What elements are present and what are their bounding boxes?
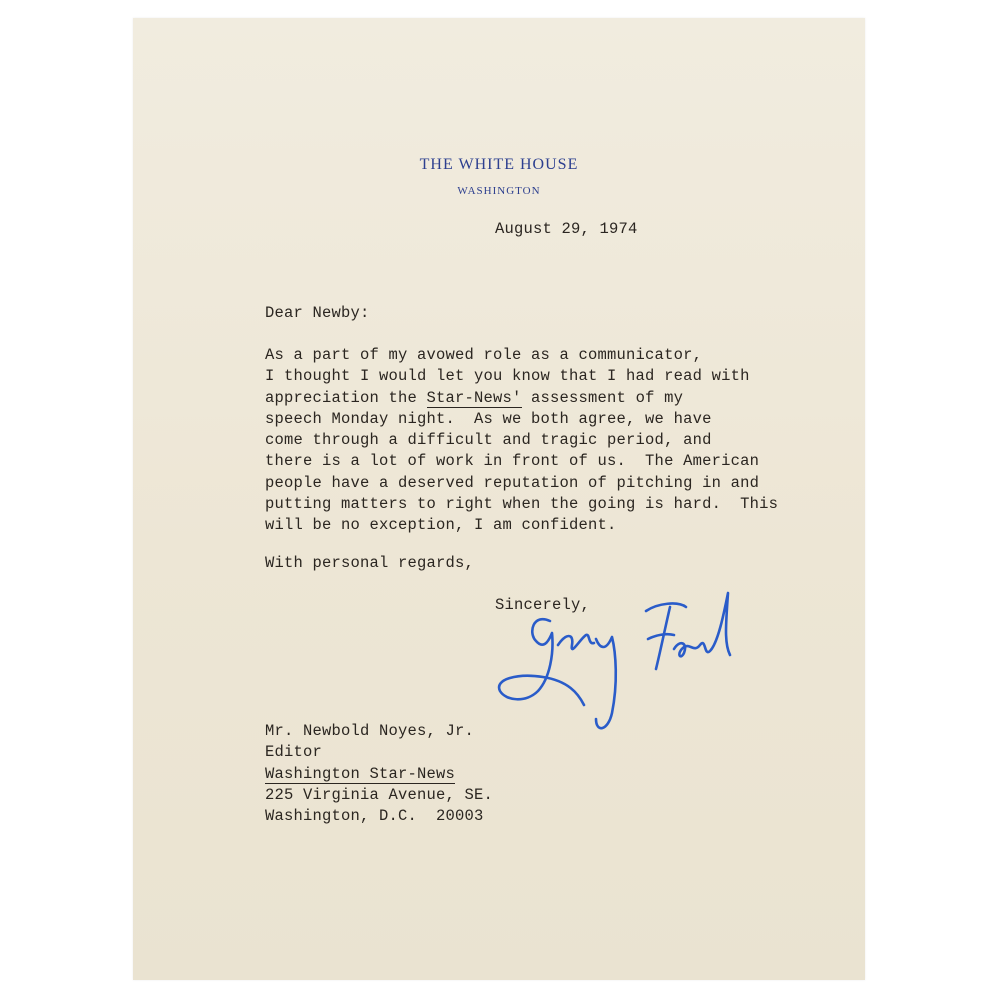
body-line: there is a lot of work in front of us. The American [265,452,760,471]
body-line: appreciation the [265,388,427,407]
body-line: assessment of my [521,388,684,407]
recipient-title: Editor [265,743,323,762]
recipient-organization: Washington Star-News [265,764,456,783]
body-line: putting matters to right when the going is hard. This [265,495,779,514]
body-line: come through a difficult and tragic period, and [265,431,712,450]
closing: With personal regards, [265,554,475,572]
letterhead-subtitle: WASHINGTON [457,185,541,197]
recipient-address [265,721,493,827]
letter-body [265,345,778,537]
body-line: people have a deserved reputation of pitching in and [265,473,760,492]
salutation: Dear Newby: [265,304,370,322]
body-line: speech Monday night. As we both agree, we have [265,409,712,428]
letter-paper [133,18,865,980]
body-line: As a part of my avowed role as a communicator, [265,346,703,364]
signoff: Sincerely, [495,596,591,614]
recipient-street: 225 Virginia Avenue, SE. [265,785,494,804]
body-line: I thought I would let you know that I had read with [265,367,750,386]
letter-date: August 29, 1974 [495,220,638,238]
recipient-city: Washington, D.C. 20003 [265,807,484,826]
signature [488,573,748,748]
recipient-name: Mr. Newbold Noyes, Jr. [265,722,475,740]
letterhead-title: THE WHITE HOUSE [419,156,579,173]
star-news-underlined: Star-News' [426,388,522,407]
body-line: will be no exception, I am confident. [265,516,617,535]
